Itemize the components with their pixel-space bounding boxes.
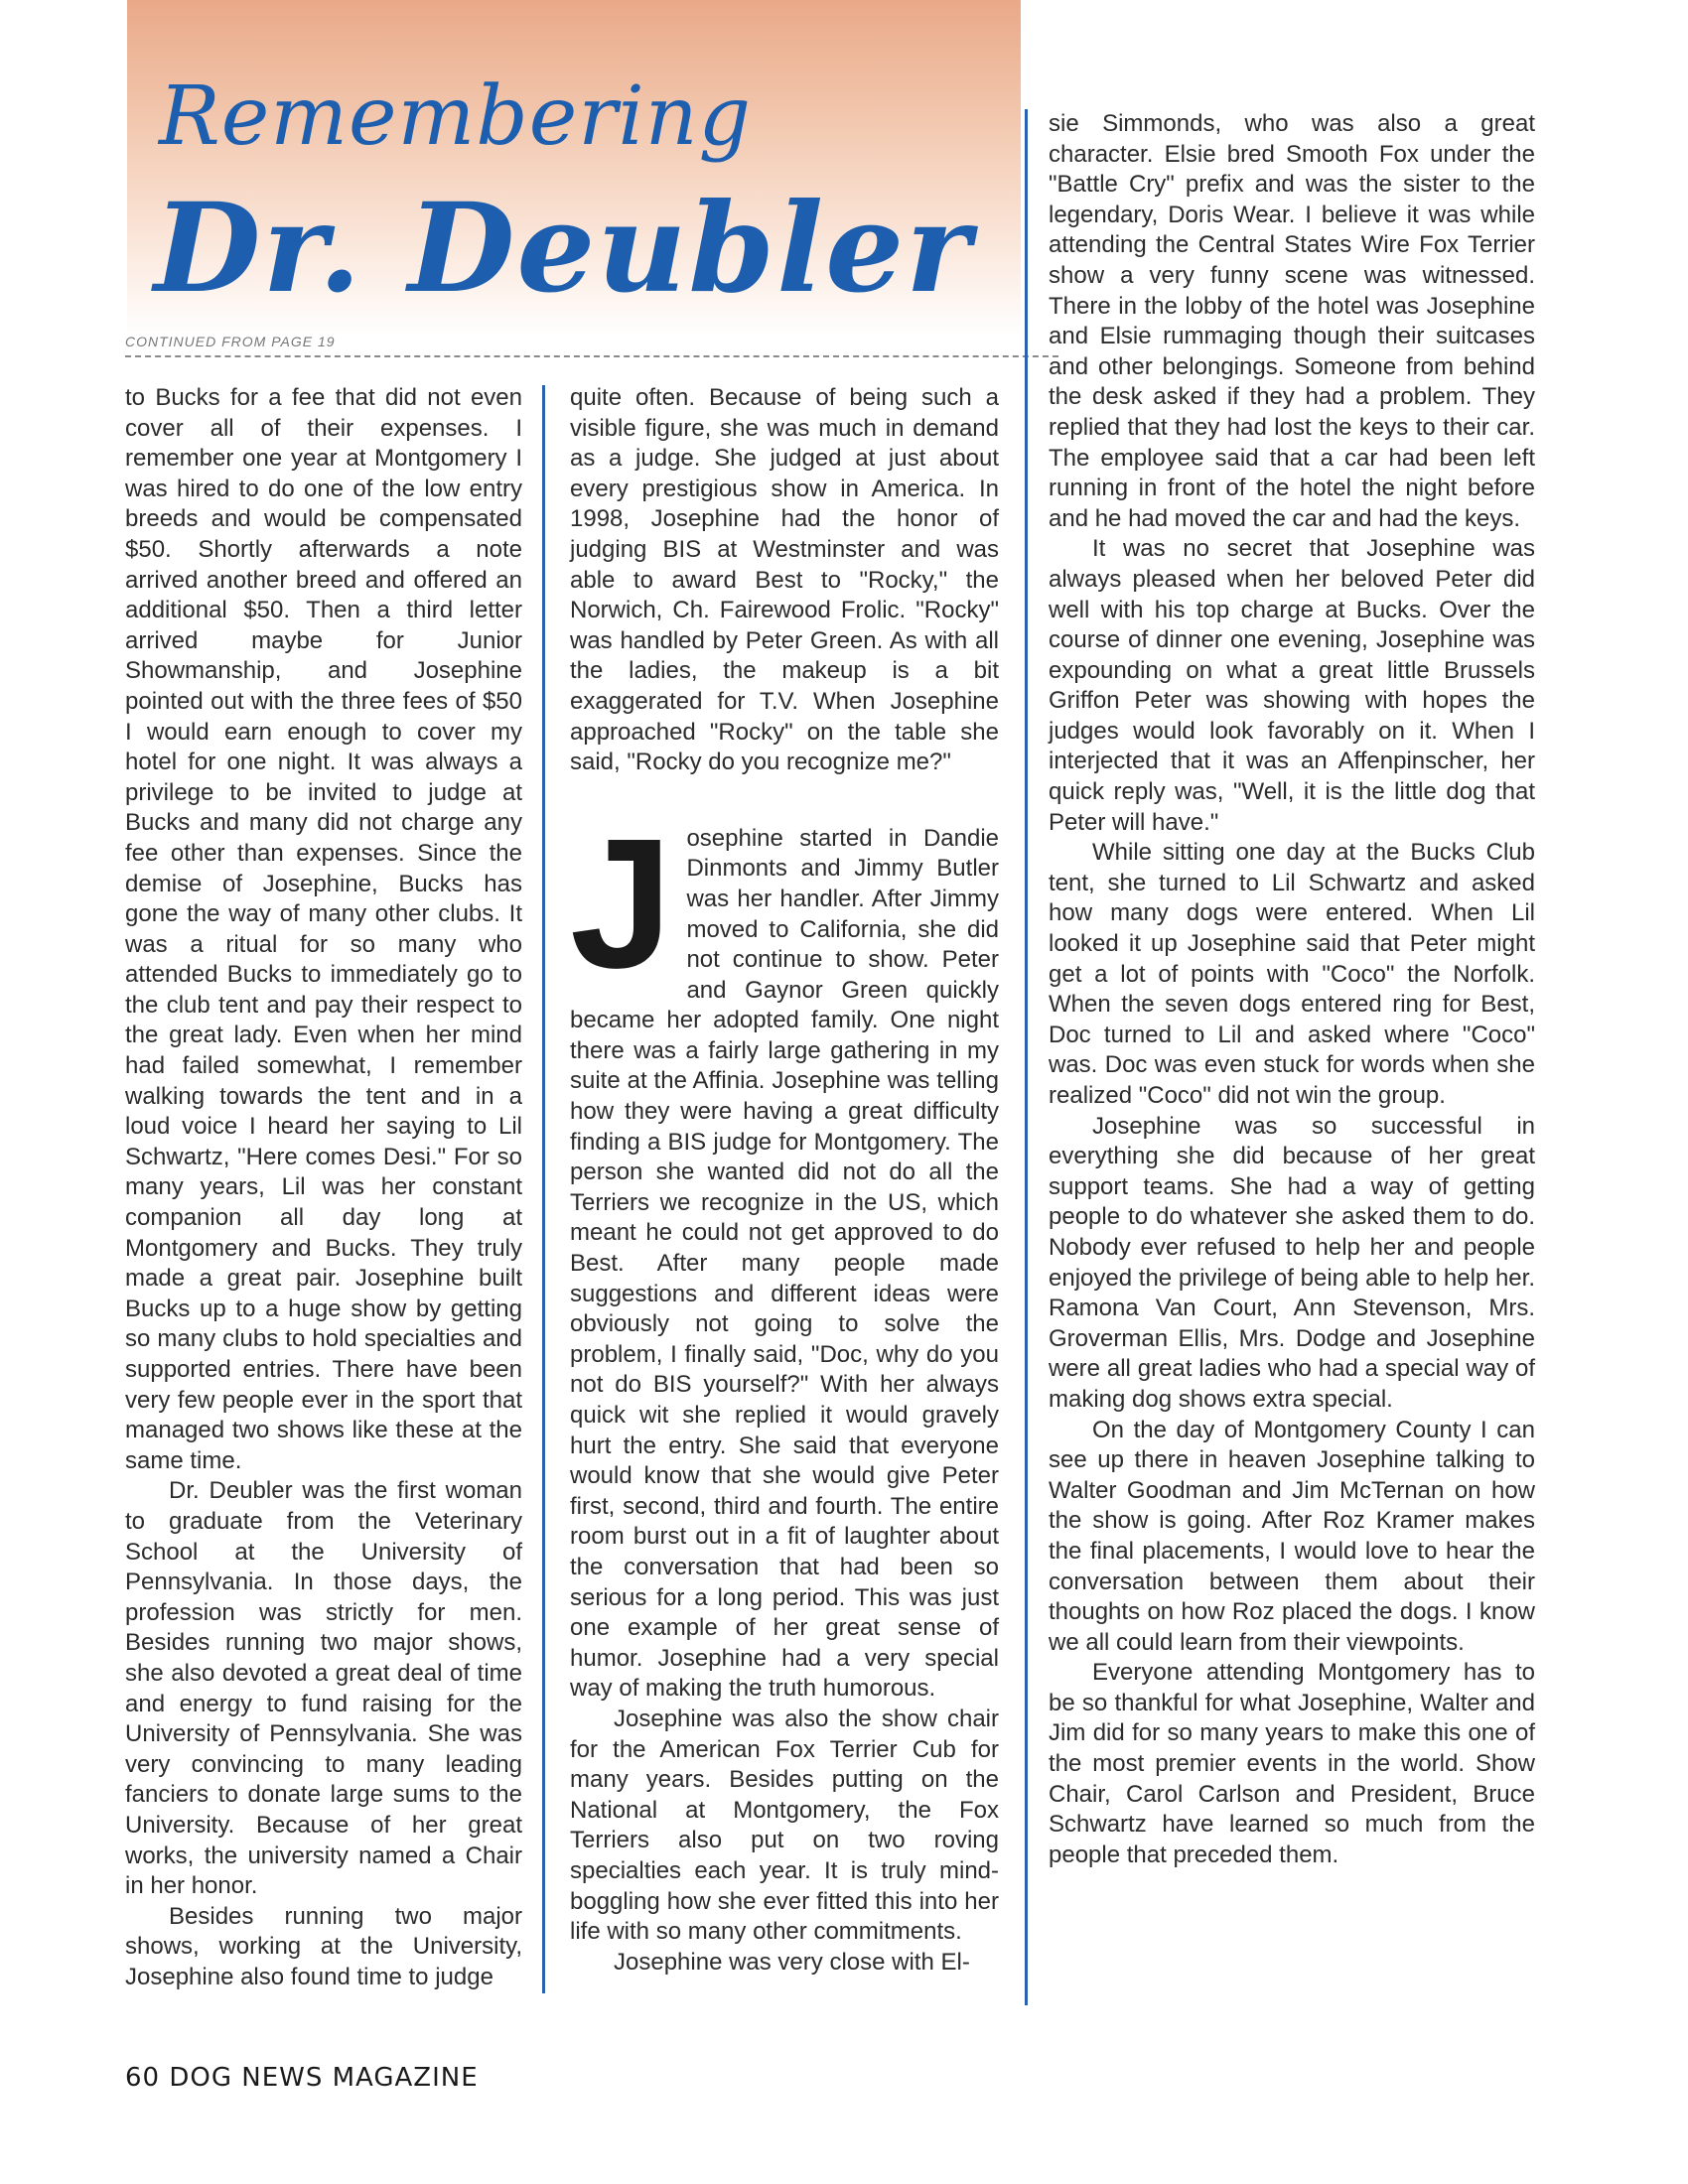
paragraph: Besides running two major shows, working at the University, Josephine also found time to judge <box>125 1902 522 1990</box>
paragraph: quite often. Because of being such a visible figure, she was much in demand as a judge. She judged at just about every prestigious show in America. In 1998, Josephine had the honor of judging BIS at Westminster and was able to award Best to "Rocky," the Norwich, Ch. Fairewood Frolic. "Rocky" was handled by Peter Green. As with all the ladies, the makeup is a bit exaggerated for T.V. When Josephine approached "Rocky" on the table she said, "Rocky do you recognize me?" <box>570 384 999 776</box>
page-footer: 60 DOG NEWS MAGAZINE <box>125 2063 479 2093</box>
paragraph: Dr. Deubler was the first woman to graduate from the Veterinary School at the University of Pennsylvania. In those days, the profession was strictly for men. Besides running two major shows, she also devoted a great deal of time and energy to fund raising for the University of Pennsylvania. She was very convincing to many leading fanciers to donate large sums to the University. Because of her great works, the university named a Chair in her honor. <box>125 1477 522 1900</box>
continued-from-label: CONTINUED FROM PAGE 19 <box>125 334 336 349</box>
paragraph: Josephine was also the show chair for the American Fox Terrier Cub for many years. Besides putting on the National at Montgomery, the Fox Terriers also put on two roving specialties each year. It is truly mind-boggling how she ever fitted this into her life with so many other commitments. <box>570 1705 999 1946</box>
paragraph: to Bucks for a fee that did not even cover all of their expenses. I remember one year at Montgomery I was hired to do one of the low entry breeds and would be compensated $50. Shortly afterwards a note arrived another breed and offered an additional $50. Then a third letter arrived maybe for Junior Showmanship, and Josephine pointed out with the three fees of $50 I would earn enough to cover my hotel for one night. It was always a privilege to be invited to judge at Bucks and many did not charge any fee other than expenses. Since the demise of Josephine, Bucks has gone the way of many other clubs. It was a ritual for so many who attended Bucks to immediately go to the club tent and pay their respect to the great lady. Even when her mind had failed somewhat, I remember walking towards the tent and in a loud voice I heard her saying to Lil Schwartz, "Here comes Desi." For so many years, Lil was her constant companion all day long at Montgomery and Bucks. They truly made a great pair. Josephine built Bucks up to a huge show by getting so many clubs to hold specialties and supported entries. There have been very few people ever in the sport that managed two shows like these at the same time. <box>125 384 522 1474</box>
title-dr-deubler: Dr. Deubler <box>154 177 973 321</box>
column-rule-1 <box>542 385 545 1993</box>
title-remembering: Remembering <box>159 69 753 164</box>
dashed-divider <box>125 355 1058 357</box>
paragraph: It was no secret that Josephine was always pleased when her beloved Peter did well with his top charge at Bucks. Over the course of dinner one evening, Josephine was expounding on what a great little Brussels Griffon Peter was showing with hopes the judges would look favorably on it. When I interjected that it was an Affenpinscher, her quick reply was, "Well, it is the little dog that Peter will have." <box>1049 535 1535 836</box>
paragraph: On the day of Montgomery County I can see up there in heaven Josephine talking to Walter Goodman and Jim McTernan on how the show is going. After Roz Kramer makes the final placements, I would love to hear the conversation between them about their thoughts on how Roz placed the dogs. I know we all could learn from their viewpoints. <box>1049 1416 1535 1656</box>
article-column-3 <box>1049 109 1535 1870</box>
drop-cap-paragraph <box>570 800 999 1705</box>
drop-cap-letter: J <box>570 800 673 1007</box>
paragraph: Everyone attending Montgomery has to be so thankful for what Josephine, Walter and Jim did for so many years to make this one of the most premier events in the world. Show Chair, Carol Carlson and President, Bruce Schwartz have learned so much from the people that preceded them. <box>1049 1659 1535 1868</box>
column-rule-2 <box>1025 109 1028 2005</box>
paragraph: While sitting one day at the Bucks Club tent, she turned to Lil Schwartz and asked how many dogs were entered. When Lil looked it up Josephine said that Peter might get a lot of points with "Coco" the Norfolk. When the seven dogs entered ring for Best, Doc turned to Lil and asked where "Coco" was. Doc was even stuck for words when she realized "Coco" did not win the group. <box>1049 839 1535 1109</box>
paragraph: Josephine was very close with El- <box>614 1948 970 1976</box>
paragraph: sie Simmonds, who was also a great character. Elsie bred Smooth Fox under the "Battle Cry" prefix and was the sister to the legendary, Doris Wear. I believe it was while attending the Central States Wire Fox Terrier show a very funny scene was witnessed. There in the lobby of the hotel was Josephine and Elsie rummaging though their suitcases and other belongings. Someone from behind the desk asked if they had a problem. They replied that they had lost the keys to their car. The employee said that a car had been left running in front of the hotel the night before and he had moved the car and had the keys. <box>1049 110 1535 532</box>
paragraph: Josephine was so successful in everything she did because of her great support teams. She had a way of getting people to do whatever she asked them to do. Nobody ever refused to help her and people enjoyed the privilege of being able to help her. Ramona Van Court, Ann Stevenson, Mrs. Groverman Ellis, Mrs. Dodge and Josephine were all great ladies who had a special way of making dog shows extra special. <box>1049 1112 1535 1413</box>
paragraph-text: osephine started in Dandie Dinmonts and Jimmy Butler was her handler. After Jimmy moved to California, she did not continue to show. Peter and Gaynor Green quickly became her adopted family. One night there was a fairly large gathering in my suite at the Affinia. Josephine was telling how they were having a great difficulty finding a BIS judge for Montgomery. The person she wanted did not do all the Terriers we recognize in the US, which meant he could not get approved to do Best. After many people made suggestions and different ideas were obviously not going to solve the problem, I finally said, "Doc, why do you not do BIS yourself?" With her always quick wit she replied it would gravely hurt the entry. She said that everyone would know that she would give Peter first, second, third and fourth. The entire room burst out in a fit of laughter about the conversation that had been so serious for a long period. This was just one example of her great sense of humor. Josephine had a very special way of making the truth humorous. <box>570 824 999 1703</box>
article-column-1 <box>125 383 522 1992</box>
article-column-2 <box>570 383 999 1978</box>
